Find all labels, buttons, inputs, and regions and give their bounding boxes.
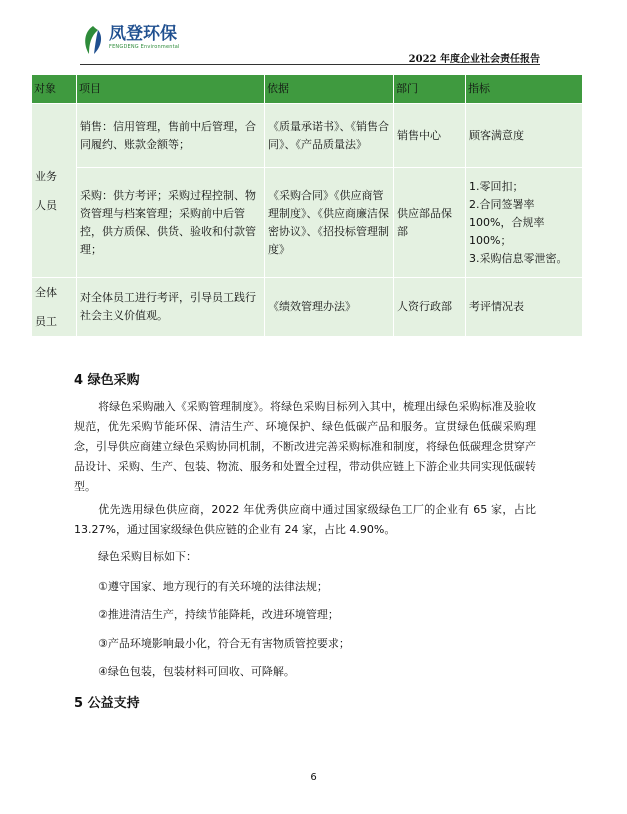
goal-item: ④绿色包装，包装材料可回收、可降解。 bbox=[98, 665, 295, 678]
paragraph-green-suppliers: 优先选用绿色供应商，2022 年优秀供应商中通过国家级绿色工厂的企业有 65 家，占比 13.27%，通过国家级绿色供应链的企业有 24 家，占比 4.90%。 bbox=[74, 503, 536, 536]
header-divider bbox=[80, 64, 540, 65]
page-header bbox=[0, 0, 627, 66]
header-project: 项目 bbox=[77, 75, 265, 104]
header-department: 部门 bbox=[394, 75, 466, 104]
leaf-logo-icon bbox=[80, 24, 106, 56]
governance-table bbox=[31, 74, 583, 337]
table-row bbox=[32, 278, 583, 337]
basis-cell: 《采购合同》《供应商管理制度》、《供应商廉洁保密协议》、《招投标管理制度》 bbox=[265, 168, 394, 278]
report-title: 2022 年度企业社会责任报告 bbox=[408, 54, 540, 65]
indicator-cell: 1.零回扣； 2.合同签署率 100%，合规率 100%； 3.采购信息零泄密。 bbox=[466, 168, 583, 278]
project-cell: 销售：信用管理，售前中后管理，合同履约、账款金额等； bbox=[77, 104, 265, 168]
indicator-cell: 顾客满意度 bbox=[466, 104, 583, 168]
target-group-all-staff: 全体 员工 bbox=[32, 278, 77, 337]
department-cell: 人资行政部 bbox=[394, 278, 466, 337]
goal-item: ②推进清洁生产，持续节能降耗，改进环境管理； bbox=[98, 608, 339, 621]
table-header-row bbox=[32, 75, 583, 104]
logo-english-name: FENGDENG Environmental bbox=[109, 44, 180, 50]
logo-chinese-name: 凤登环保 bbox=[109, 24, 177, 44]
goal-item: ③产品环境影响最小化，符合无有害物质管控要求； bbox=[98, 637, 350, 650]
department-cell: 供应部品保部 bbox=[394, 168, 466, 278]
company-logo bbox=[80, 24, 180, 58]
project-cell: 采购：供方考评；采购过程控制、物资管理与档案管理；采购前中后管控，供方质保、供货、验收和付款管理； bbox=[77, 168, 265, 278]
header-indicator: 指标 bbox=[466, 75, 583, 104]
header-basis: 依据 bbox=[265, 75, 394, 104]
basis-cell: 《绩效管理办法》 bbox=[265, 278, 394, 337]
basis-cell: 《质量承诺书》、《销售合同》、《产品质量法》 bbox=[265, 104, 394, 168]
project-cell: 对全体员工进行考评，引导员工践行社会主义价值观。 bbox=[77, 278, 265, 337]
indicator-cell: 考评情况表 bbox=[466, 278, 583, 337]
section-heading-green-procurement: 4 绿色采购 bbox=[74, 373, 140, 388]
paragraph-green-procurement: 将绿色采购融入《采购管理制度》。将绿色采购目标列入其中，梳理出绿色采购标准及验收规范，优先采购节能环保、清洁生产、环境保护、绿色低碳产品和服务。宣贯绿色低碳采购理念，引导供应商建立绿色采购协同机制，不断改进完善采购标准和制度，将绿色低碳理念贯穿产品设计、采购、生产、包装、物流、服务和处置全过程，带动供应链上下游企业共同实现低碳转型。 bbox=[74, 400, 536, 493]
table-row bbox=[32, 104, 583, 168]
header-target: 对象 bbox=[32, 75, 77, 104]
section-heading-public-welfare: 5 公益支持 bbox=[74, 696, 140, 711]
department-cell: 销售中心 bbox=[394, 104, 466, 168]
page-number: 6 bbox=[310, 772, 317, 783]
table-row bbox=[32, 168, 583, 278]
target-group-business: 业务 人员 bbox=[32, 104, 77, 278]
goal-item: ①遵守国家、地方现行的有关环境的法律法规； bbox=[98, 580, 328, 593]
goals-intro: 绿色采购目标如下： bbox=[98, 550, 197, 563]
